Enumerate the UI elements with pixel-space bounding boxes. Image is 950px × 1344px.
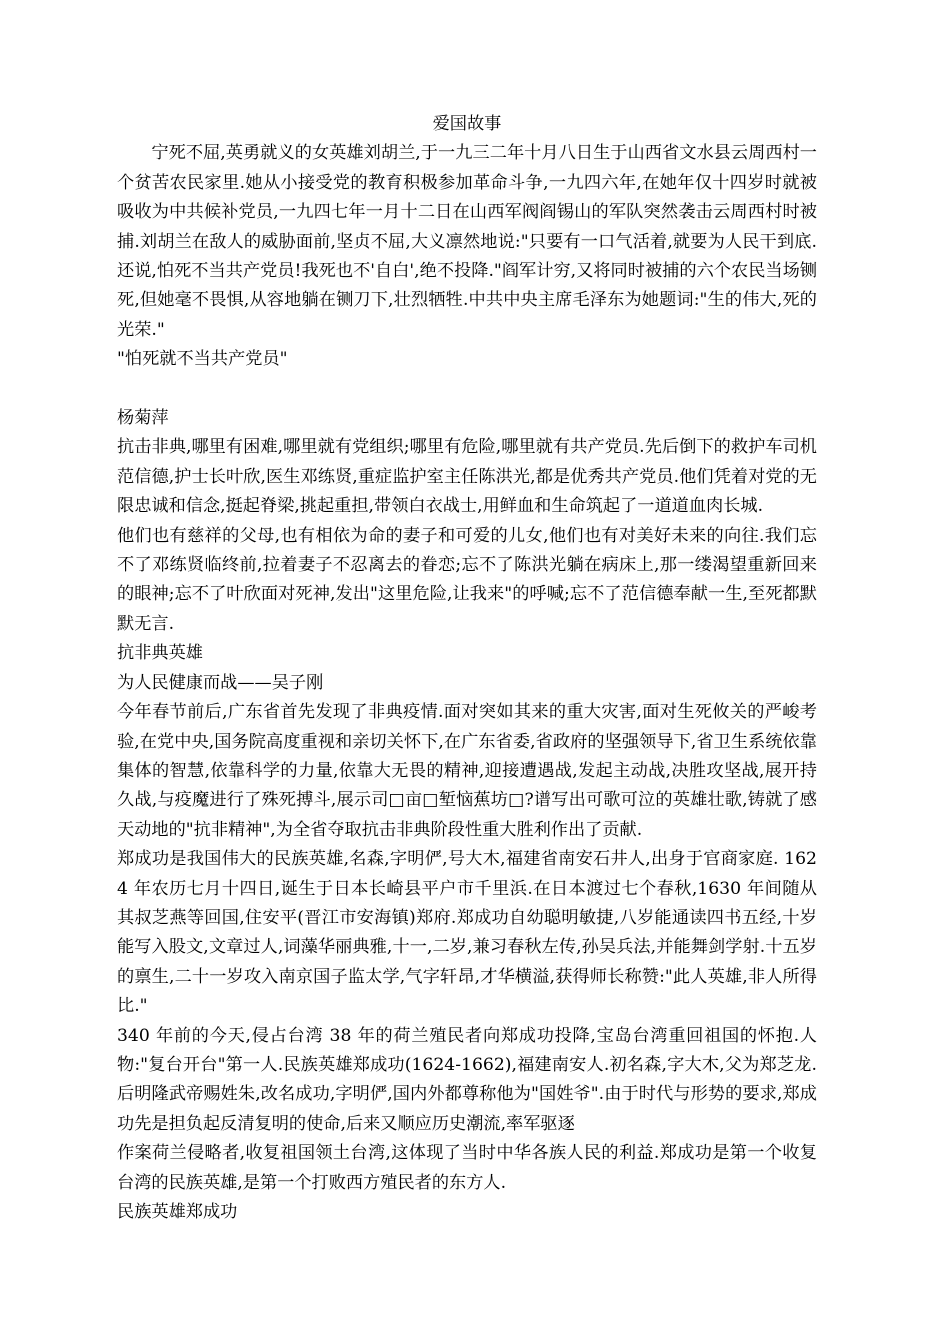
paragraph-heading-yang: 杨菊萍 (117, 408, 169, 429)
blank-line (117, 375, 817, 404)
paragraph-zheng-taiwan: 340 年前的今天,侵占台湾 38 年的荷兰殖民者向郑成功投降,宝岛台湾重回祖国的怀抱.人物:"复台开台"第一人.民族英雄郑成功(1624-1662),福建南安人.初名森,字大木,父为郑芝龙.后明隆武帝赐姓朱,改名成功,字明俨,国内外都尊称他为"国姓爷".由于时代与形势的要求,郑成功先是担负起反清复明的使命,后来又顺应历史潮流,率军驱逐 (117, 1025, 817, 1134)
paragraph-quote: "怕死就不当共产党员" (117, 349, 288, 370)
paragraph-heading-sars-hero: 抗非典英雄 (117, 643, 203, 664)
paragraph-sars-family: 他们也有慈祥的父母,也有相依为命的妻子和可爱的儿女,他们也有对美好未来的向往.我们忘不了邓练贤临终前,拉着妻子不忍离去的眷恋;忘不了陈洪光躺在病床上,那一缕渴望重新回来的眼神;忘不了叶欣面对死神,发出"这里危险,让我来"的呼喊;忘不了范信德奉献一生,至死都默默无言. (117, 525, 817, 634)
paragraph-zheng-dutch: 作案荷兰侵略者,收复祖国领土台湾,这体现了当时中华各族人民的利益.郑成功是第一个收复台湾的民族英雄,是第一个打败西方殖民者的东方人. (117, 1143, 817, 1193)
paragraph-guangdong: 今年春节前后,广东省首先发现了非典疫情.面对突如其来的重大灾害,面对生死攸关的严峻考验,在党中央,国务院高度重视和亲切关怀下,在广东省委,省政府的坚强领导下,省卫生系统依靠集体的智慧,依靠科学的力量,依靠大无畏的精神,迎接遭遇战,发起主动战,决胜攻坚战,展开持久战,与疫魔进行了殊死搏斗,展示司□亩□堑恼蕉坊□?谱写出可歌可泣的英雄壮歌,铸就了感天动地的"抗非精神",为全省夺取抗击非典阶段性重大胜利作出了贡献. (117, 702, 817, 840)
document-title: 爱国故事 (432, 114, 502, 134)
paragraph-zheng-bio: 郑成功是我国伟大的民族英雄,名森,字明俨,号大木,福建省南安石井人,出身于官商家庭. 1624 年农历七月十四日,诞生于日本长崎县平户市千里浜.在日本渡过七个春秋,1630 年间随从其叔芝燕等回国,住安平(晋江市安海镇)郑府.郑成功自幼聪明敏捷,八岁能通读四书五经,十岁能写入股文,文章过人,词藻华丽典雅,十一,二岁,兼习春秋左传,孙吴兵法,并能舞剑学射.十五岁的禀生,二十一岁攻入南京国子监太学,气字轩昂,才华横溢,获得师长称赞:"此人英雄,非人所得比." (117, 849, 817, 1017)
paragraph-heading-zheng: 民族英雄郑成功 (117, 1202, 238, 1223)
paragraph-liu-hulan: 宁死不屈,英勇就义的女英雄刘胡兰,于一九三二年十月八日生于山西省文水县云周西村一个贫苦农民家里.她从小接受党的教育积极参加革命斗争,一九四六年,在她年仅十四岁时就被吸收为中共候补党员,一九四七年一月十二日在山西军阀阎锡山的军队突然袭击云周西村时被捕.刘胡兰在敌人的威胁面前,坚贞不屈,大义凛然地说:"只要有一口气活着,就要为人民干到底.还说,怕死不当共产党员!我死也不'自白',绝不投降."阎军计穷,又将同时被捕的六个农民当场铡死,但她毫不畏惧,从容地躺在铡刀下,壮烈牺牲.中共中央主席毛泽东为她题词:"生的伟大,死的光荣." (117, 143, 817, 340)
paragraph-sars-party: 抗击非典,哪里有困难,哪里就有党组织;哪里有危险,哪里就有共产党员.先后倒下的救护车司机范信德,护士长叶欣,医生邓练贤,重症监护室主任陈洪光,都是优秀共产党员.他们凭着对党的无限忠诚和信念,挺起脊梁,挑起重担,带领白衣战士,用鲜血和生命筑起了一道道血肉长城. (117, 437, 817, 517)
document-page (117, 110, 817, 1227)
paragraph-heading-wu: 为人民健康而战——吴子刚 (117, 672, 324, 693)
